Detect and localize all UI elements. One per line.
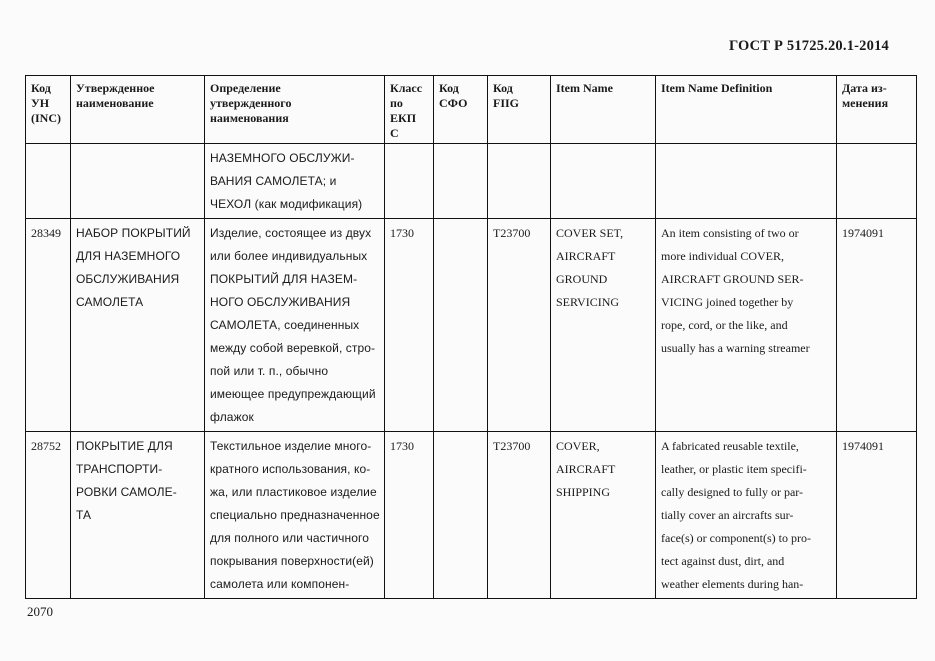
header-row [26,76,917,144]
header-line: FIIG [493,96,520,110]
cell-line: face(s) or component(s) to pro- [661,531,811,545]
header-fiig [488,76,551,144]
cell-line: ТРАНСПОРТИ- [76,462,163,476]
page-number: 2070 [27,604,53,619]
cell-line: A fabricated reusable textile, [661,439,799,453]
cell-line: usually has a warning streamer [661,341,810,355]
cell-sfo [434,144,488,219]
cell-line: кратного использования, ко- [210,462,371,476]
cell-item-name [551,432,656,599]
cell-line: НОГО ОБСЛУЖИВАНИЯ [210,295,351,309]
header-line: наименования [210,111,289,125]
header-code-un [26,76,71,144]
header-line: утвержденного [210,96,292,110]
header-line: по [390,96,403,110]
table-row [26,219,917,432]
cell-item-def [656,144,837,219]
cell-line: РОВКИ САМОЛЕ- [76,485,177,499]
cell-line: ДЛЯ НАЗЕМНОГО [76,249,181,263]
cell-approved-name [71,219,205,432]
cell-line: rope, cord, or the like, and [661,318,788,332]
header-line: Item Name Definition [661,81,773,95]
cell-item-def [656,432,837,599]
cell-code: 28349 [26,219,71,432]
cell-fiig: T23700 [488,432,551,599]
cell-item-name [551,219,656,432]
cell-line: между собой веревкой, стро- [210,341,376,355]
header-line: (INC) [31,111,61,125]
cell-line: VICING joined together by [661,295,794,309]
cell-fiig: T23700 [488,219,551,432]
cell-line: GROUND [556,272,608,286]
cell-sfo [434,219,488,432]
cell-line: An item consisting of two or [661,226,799,240]
cell-code: 28752 [26,432,71,599]
cell-line: ЧЕХОЛ (как модификация) [210,197,363,211]
cell-line: САМОЛЕТА [76,295,144,309]
cell-line: флажок [210,410,254,424]
header-line: УН [31,96,50,110]
cell-date: 1974091 [837,219,917,432]
cell-line: САМОЛЕТА, соединенных [210,318,360,332]
cell-line: AIRCRAFT [556,249,616,263]
cell-item-def [656,219,837,432]
cell-date [837,144,917,219]
header-item-name [551,76,656,144]
header-line: Класс [390,81,423,95]
cell-fiig [488,144,551,219]
cell-line: weather elements during han- [661,577,804,591]
cell-class: 1730 [385,432,434,599]
cell-line: leather, or plastic item specifi- [661,462,807,476]
cell-line: пой или т. п., обычно [210,364,329,378]
cell-sfo [434,432,488,599]
cell-line: AIRCRAFT GROUND SER- [661,272,804,286]
cell-line: жа, или пластиковое изделие [210,485,377,499]
cell-line: COVER SET, [556,226,624,240]
cell-line: самолета или компонен- [210,577,350,591]
header-sfo [434,76,488,144]
cell-definition [205,219,385,432]
cell-line: специально предназначенное [210,508,380,522]
header-line: Дата из- [842,81,887,95]
cell-line: AIRCRAFT [556,462,616,476]
header-line: Код [439,81,459,95]
cell-class: 1730 [385,219,434,432]
cell-line: tially cover an aircrafts sur- [661,508,794,522]
header-line: ЕКП [390,111,417,125]
cell-line: more individual COVER, [661,249,784,263]
cell-approved-name [71,432,205,599]
cell-line: НАЗЕМНОГО ОБСЛУЖИ- [210,151,355,165]
cell-class [385,144,434,219]
header-definition [205,76,385,144]
table-row [26,432,917,599]
header-line: С [390,126,399,140]
header-line: Код [31,81,51,95]
header-line: Item Name [556,81,613,95]
cell-definition [205,432,385,599]
cell-item-name [551,144,656,219]
cell-line: COVER, [556,439,600,453]
header-date [837,76,917,144]
cell-line: SHIPPING [556,485,611,499]
cell-line: Текстильное изделие много- [210,439,372,453]
cell-code [26,144,71,219]
header-line: Утвержденное [76,81,155,95]
cell-line: ПОКРЫТИЙ ДЛЯ НАЗЕМ- [210,272,358,286]
cell-line: ОБСЛУЖИВАНИЯ [76,272,180,286]
cell-line: покрывания поверхности(ей) [210,554,374,568]
header-line: СФО [439,96,468,110]
header-line: Определение [210,81,281,95]
cell-line: ТА [76,508,92,522]
cell-date: 1974091 [837,432,917,599]
cell-line: tect against dust, dirt, and [661,554,785,568]
header-class [385,76,434,144]
cell-line: cally designed to fully or par- [661,485,804,499]
header-line: менения [842,96,889,110]
document-code: ГОСТ Р 51725.20.1-2014 [728,38,889,54]
catalog-table [25,75,917,599]
cell-line: ПОКРЫТИЕ ДЛЯ [76,439,173,453]
header-item-def [656,76,837,144]
cell-line: или более индивидуальных [210,249,368,263]
cell-line: Изделие, состоящее из двух [210,226,372,240]
cell-line: ВАНИЯ САМОЛЕТА; и [210,174,337,188]
header-approved-name [71,76,205,144]
cell-line: для полного или частичного [210,531,369,545]
cell-definition [205,144,385,219]
header-line: Код [493,81,513,95]
cell-line: SERVICING [556,295,620,309]
table-row [26,144,917,219]
cell-line: имеющее предупреждающий [210,387,376,401]
cell-line: НАБОР ПОКРЫТИЙ [76,226,191,240]
cell-approved-name [71,144,205,219]
header-line: наименование [76,96,154,110]
